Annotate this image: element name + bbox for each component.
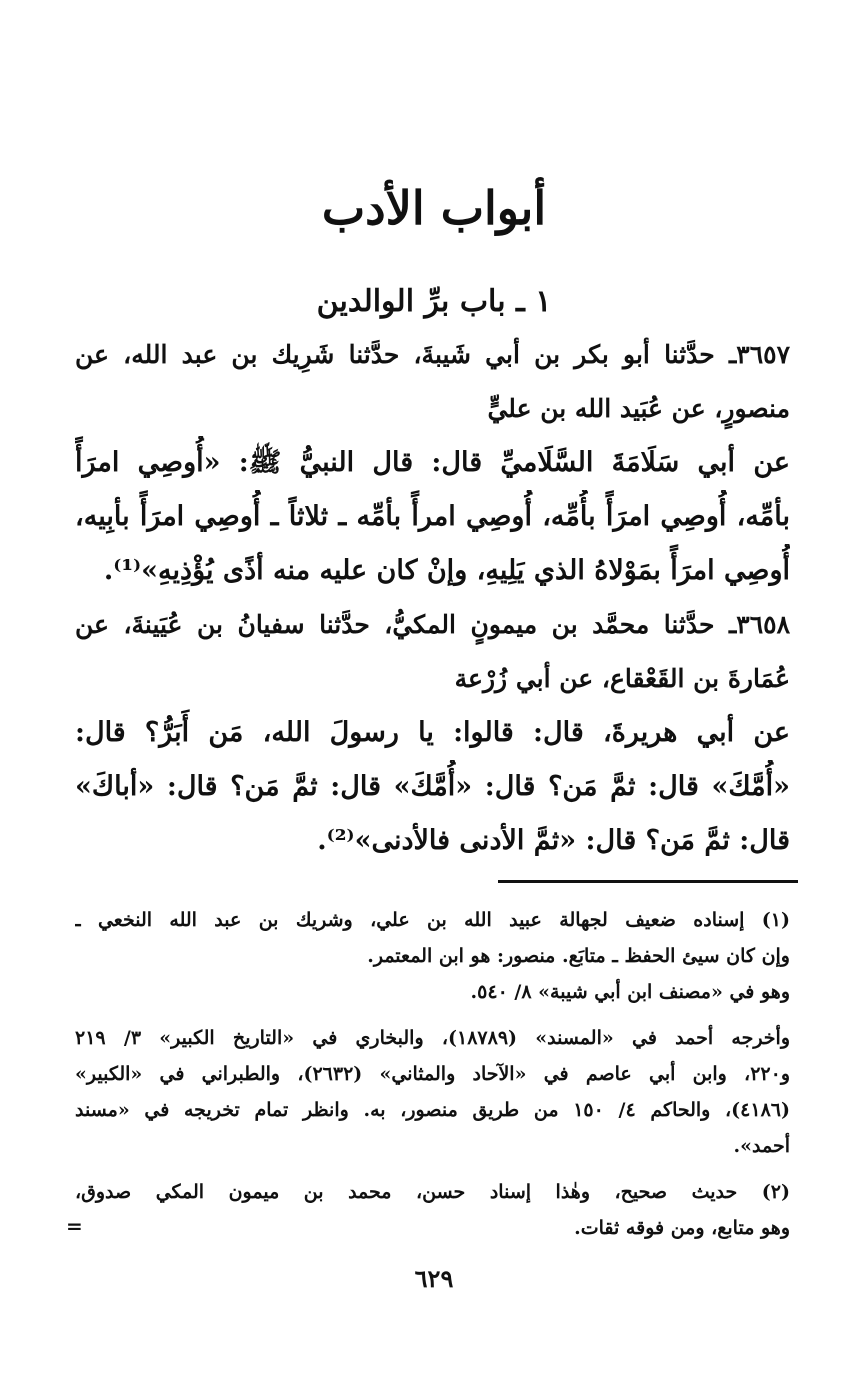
hadith-3658-matn [75,706,790,868]
footnote-line: و٢٢٠، وابن أبي عاصم في «الآحاد والمثاني» (٢٦٣٢)، والطبراني في «الكبير» [75,1063,790,1085]
footnote-line: (٢) حديث صحيح، وهٰذا إسناد حسن، محمد بن ميمون المكي صدوق، [75,1181,790,1203]
footnote-line: وإن كان سيئ الحفظ ـ متابَع. منصور: هو ابن المعتمر. [367,945,790,967]
text-line: قال: ثمَّ مَن؟ قال: «ثمَّ الأدنى فالأدنى»⁽²⁾. [317,825,790,856]
footnote-line: (١) إسناده ضعيف لجهالة عبيد الله بن علي، وشريك بن عبد الله النخعي ـ [75,909,790,931]
hadith-3658-isnad [75,598,790,706]
footnote-1 [75,902,790,1010]
text-line: عن أبي سَلَامَةَ السَّلَاميِّ قال: قال النبيُّ ﷺ: «أُوصِي امرَأً [75,447,790,478]
footnote-line: وهو في «مصنف ابن أبي شيبة» ٨/ ٥٤٠. [470,981,790,1003]
footnote-line: وهو متابع، ومن فوقه ثقات. [574,1217,790,1239]
text-line: «أُمَّكَ» قال: ثمَّ مَن؟ قال: «أُمَّكَ» قال: ثمَّ مَن؟ قال: «أباكَ» [75,771,790,802]
footnote-1-continued [75,1020,790,1164]
continuation-mark: = [66,1214,83,1238]
footnote-line: (٤١٨٦)، والحاكم ٤/ ١٥٠ من طريق منصور، به. وانظر تمام تخريجه في «مسند [75,1099,790,1121]
hadith-3657-matn [75,436,790,598]
text-line: عن أبي هريرةَ، قال: قالوا: يا رسولَ الله، مَن أَبَرُّ؟ قال: [75,717,790,748]
text-line: ٣٦٥٨ـ حدَّثنا محمَّد بن ميمونٍ المكيُّ، حدَّثنا سفيانُ بن عُيَينةَ، عن [75,610,790,639]
text-line: بأمِّه، أُوصِي امرَأً بأُمِّه، أُوصِي امرأً بأمِّه ـ ثلاثاً ـ أُوصِي امرَأً بأبِيه، [75,501,790,532]
chapter-title: ١ ـ باب برِّ الوالدين [316,284,552,319]
footnote-2 [75,1174,790,1246]
hadith-3657-isnad [75,328,790,436]
page-number: ٦٢٩ [414,1264,454,1293]
text-line: أُوصِي امرَأً بمَوْلاهُ الذي يَلِيهِ، وإنْ كان عليه منه أذًى يُؤْذِيهِ»⁽¹⁾. [103,555,790,586]
footnote-line: وأخرجه أحمد في «المسند» (١٨٧٨٩)، والبخاري في «التاريخ الكبير» ٣/ ٢١٩ [75,1027,790,1049]
text-line: منصورٍ، عن عُبَيد الله بن عليٍّ [487,394,790,423]
footnote-line: أحمد». [733,1135,790,1157]
footnote-separator [498,880,798,883]
text-line: عُمَارةَ بن القَعْقاع، عن أبي زُرْعة [454,664,790,693]
section-title: أبواب الأدب [321,181,547,235]
text-line: ٣٦٥٧ـ حدَّثنا أبو بكر بن أبي شَيبةَ، حدَّثنا شَرِيك بن عبد الله، عن [75,340,790,369]
